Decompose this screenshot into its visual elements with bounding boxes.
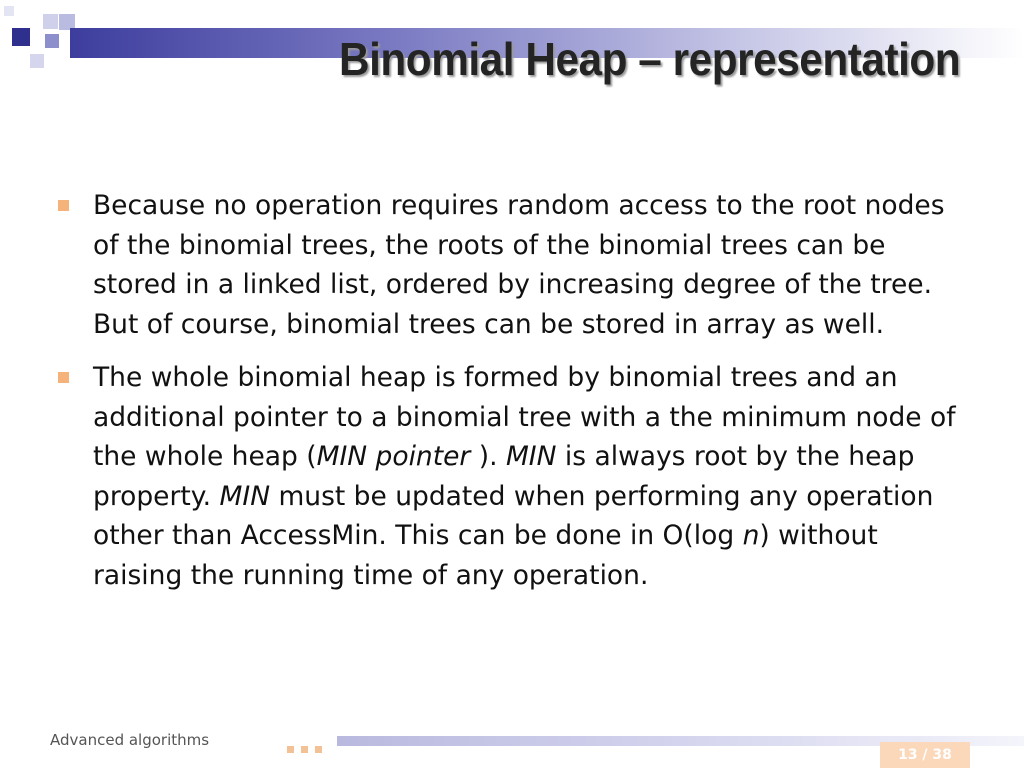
n-variable: n [742, 520, 760, 551]
bullet-text: Because no operation requires random access to the root nodes of the binomial trees, the roots of the binomial trees can be stored in a linked list, ordered by increasing degree of the tree. But of course, binomial trees can be stored in array as well. [93, 190, 945, 340]
footer-dots [287, 738, 329, 757]
bullet-text-part: The whole binomial heap is formed by binomial trees and an additional pointer to a binomial tree with a the minimum node of the whole heap ( [93, 362, 956, 472]
bullet-item [56, 186, 966, 344]
footer-dot [315, 746, 322, 753]
corner-square-dark [12, 28, 30, 46]
min-term: MIN [219, 480, 279, 512]
bullet-text-part: ) without raising the running time of any operation. [93, 520, 878, 591]
slide-title: Binomial Heap – representation [338, 33, 960, 85]
footer-dot [301, 746, 308, 753]
footer-course-name: Advanced algorithms [50, 731, 210, 749]
bullet-text-part: ). [478, 441, 506, 472]
corner-square-pale [4, 6, 14, 16]
min-term: MIN [505, 441, 557, 472]
bullet-text-part: must be updated when performing any operation other than AccessMin. This can be done in O(log [93, 480, 934, 551]
corner-square-light [30, 54, 44, 68]
corner-square-mid [45, 34, 59, 48]
corner-square-light [43, 14, 58, 29]
bullet-square-icon [58, 372, 69, 383]
min-pointer-term: MIN pointer [316, 441, 479, 472]
page-number: 13 / 38 [880, 742, 970, 768]
bullet-square-icon [58, 200, 69, 211]
bullet-text-part: is always root by the heap property. [93, 441, 915, 512]
slide-content [56, 186, 966, 609]
footer-dot [287, 746, 294, 753]
bullet-item [56, 358, 966, 595]
